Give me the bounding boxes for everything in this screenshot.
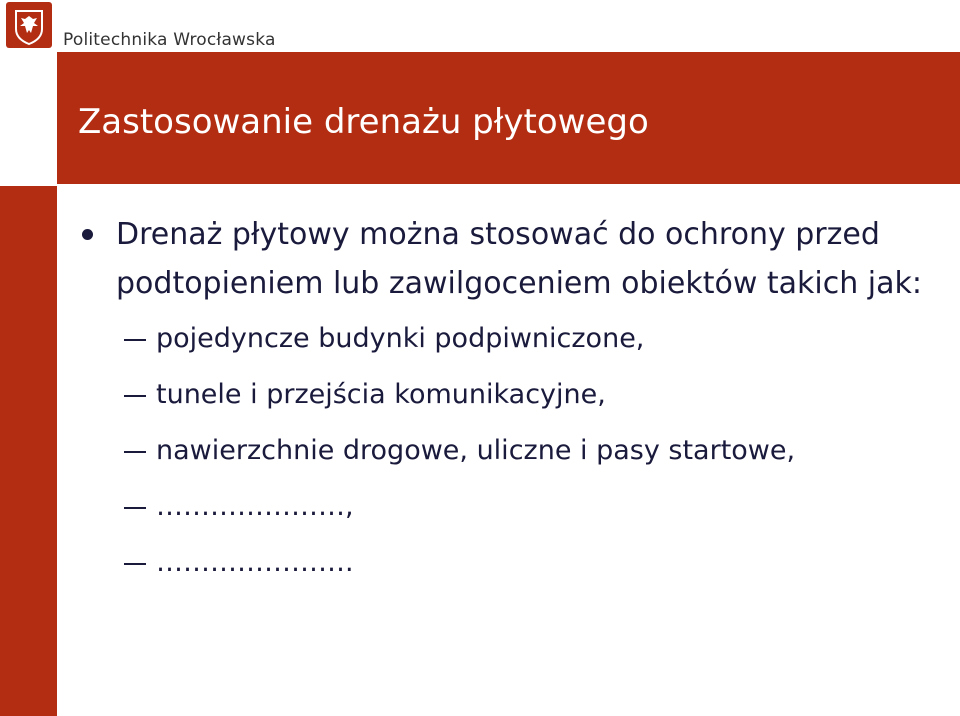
sub-item-text: …………………, (156, 491, 354, 522)
sub-item-text: pojedyncze budynki podpiwniczone, (156, 323, 645, 354)
dash-icon (124, 339, 146, 341)
eagle-icon (6, 2, 52, 48)
slide-title: Zastosowanie drenażu płytowego (78, 102, 649, 142)
bullet-item (78, 210, 938, 308)
sub-item-text: nawierzchnie drogowe, uliczne i pasy startowe, (156, 435, 796, 466)
dash-icon (124, 451, 146, 453)
logo-strip (0, 0, 960, 50)
university-crest-icon (6, 2, 52, 48)
sub-list (78, 311, 938, 591)
sub-item-text: tunele i przejścia komunikacyjne, (156, 379, 606, 410)
dash-icon (124, 563, 146, 565)
university-name: Politechnika Wrocławska (63, 30, 276, 50)
sub-item (78, 535, 938, 591)
slide-content (78, 210, 938, 591)
left-accent-bar (0, 186, 57, 716)
sub-item (78, 311, 938, 367)
dash-icon (124, 507, 146, 509)
bullet-dot-icon (82, 229, 93, 240)
sub-item (78, 367, 938, 423)
sub-item (78, 423, 938, 479)
sub-item (78, 479, 938, 535)
dash-icon (124, 395, 146, 397)
sub-item-text: …………………. (156, 547, 354, 578)
bullet-text: Drenaż płytowy można stosować do ochrony przed podtopieniem lub zawilgoceniem obiektów takich jak: (116, 217, 922, 301)
